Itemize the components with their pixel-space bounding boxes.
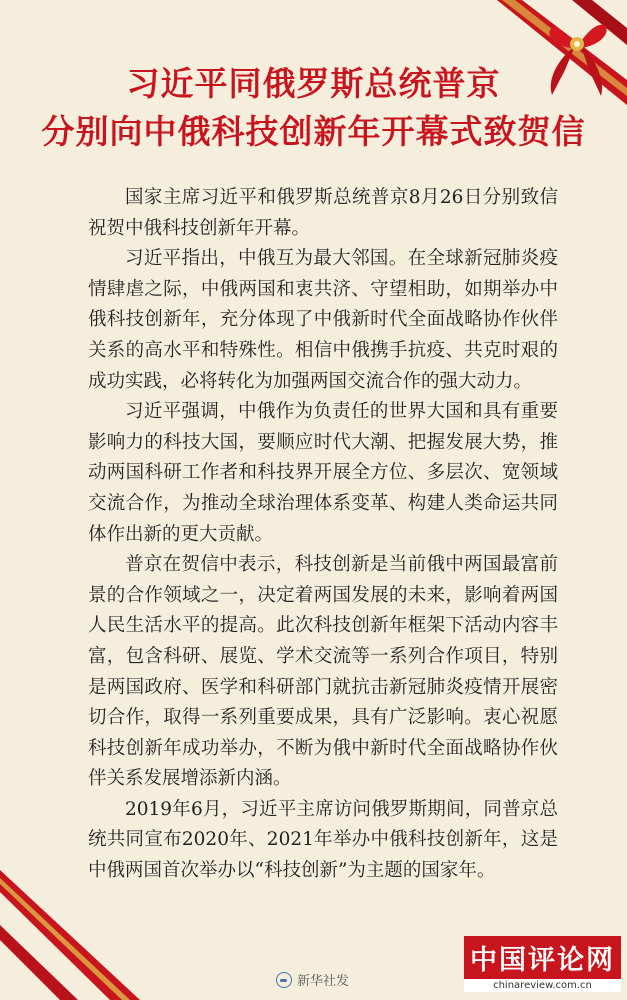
headline-line-1: 习近平同俄罗斯总统普京 <box>126 64 501 103</box>
watermark-name: 中国评论网 <box>464 936 621 979</box>
watermark-url: chinareview.com.cn <box>464 979 621 992</box>
paragraph: 习近平指出，中俄互为最大邻国。在全球新冠肺炎疫情肆虐之际，中俄两国和衷共济、守望相助，如期举办中俄科技创新年，充分体现了中俄新时代全面战略协作伙伴关系的高水平和特殊性。相信中俄携手抗疫、共克时艰的成功实践，必将转化为加强两国交流合作的强大动力。 <box>88 248 558 392</box>
paragraph: 2019年6月，习近平主席访问俄罗斯期间，同普京总统共同宣布2020年、2021年举办中俄科技创新年，这是中俄两国首次举办以“科技创新”为主题的国家年。 <box>88 798 558 882</box>
source-credit <box>276 970 349 989</box>
article-body <box>88 183 558 887</box>
paragraph: 习近平强调，中俄作为负责任的世界大国和具有重要影响力的科技大国，要顺应时代大潮、把握发展大势，推动两国科研工作者和科技界开展全方位、多层次、宽领域交流合作，为推动全球治理体系变革、构建人类命运共同体作出新的更大贡献。 <box>88 401 558 545</box>
xinhua-logo-icon <box>276 972 292 988</box>
ribbon-corner-decoration <box>0 830 170 1000</box>
headline-line-2: 分别向中俄科技创新年开幕式致贺信 <box>41 112 586 151</box>
paragraph: 国家主席习近平和俄罗斯总统普京8月26日分别致信祝贺中俄科技创新年开幕。 <box>88 187 558 239</box>
source-label: 新华社发 <box>297 974 350 989</box>
paragraph: 普京在贺信中表示，科技创新是当前俄中两国最富前景的合作领域之一，决定着两国发展的未来，影响着两国人民生活水平的提高。此次科技创新年框架下活动内容丰富，包含科研、展览、学术交流等一系列合作项目，特别是两国政府、医学和科研部门就抗击新冠肺炎疫情开展密切合作，取得一系列重要成果，具有广泛影响。衷心祝愿科技创新年成功举办，不断为俄中新时代全面战略协作伙伴关系发展增添新内涵。 <box>88 554 558 790</box>
site-watermark <box>464 936 621 992</box>
